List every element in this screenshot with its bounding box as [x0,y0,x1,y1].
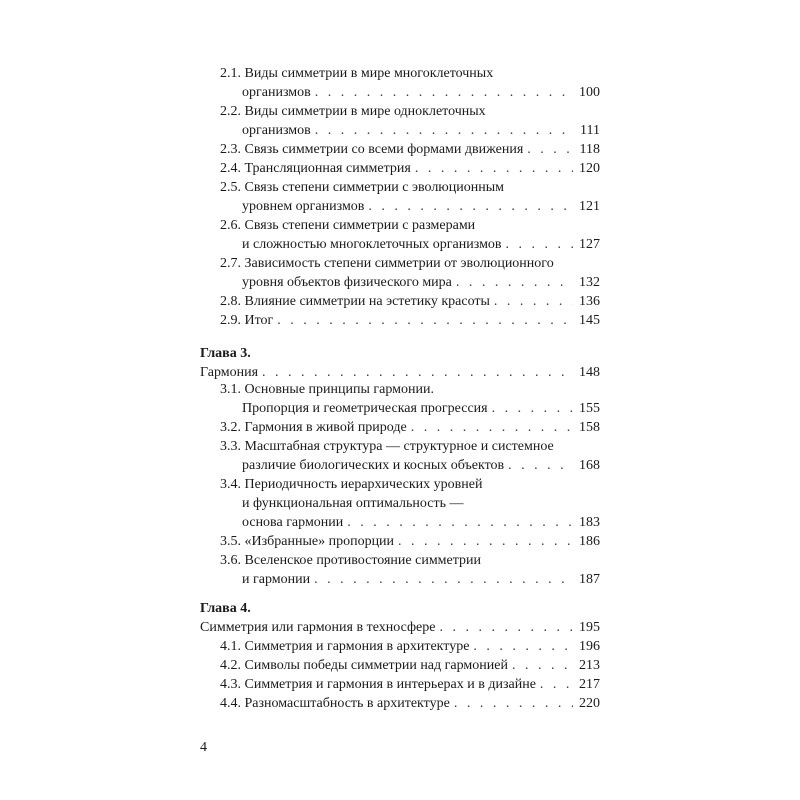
toc-page-number: 155 [579,401,600,416]
dot-leader [508,456,573,475]
toc-entry-2-6-line1 [220,216,600,235]
toc-page-number: 220 [579,696,600,711]
toc-entry-3-3 [242,456,600,475]
toc-page-number: 213 [579,658,600,673]
toc-page-number: 121 [579,199,600,214]
toc-entry-text: организмов [242,85,311,100]
toc-entry-text: различие биологических и косных объектов [242,458,505,473]
toc-entry-2-5 [242,197,600,216]
dot-leader [492,399,573,418]
dot-leader [315,83,573,102]
toc-entry-4-3 [220,675,600,694]
toc-entry-text: 4.2. Символы победы симметрии над гармонией [220,658,508,673]
toc-page-number: 100 [579,85,600,100]
dot-leader [512,656,573,675]
chapter-title-text: Гармония [200,365,259,380]
toc-entry-2-1 [242,83,600,102]
toc-entry-3-3-line1 [220,437,600,456]
toc-entry-text: 4.4. Разномасштабность в архитектуре [220,696,450,711]
toc-page-number: 158 [579,420,600,435]
toc-entry-3-2 [220,418,600,437]
toc-entry-2-7 [242,273,600,292]
toc-entry-2-7-line1 [220,254,600,273]
toc-page-number: 136 [579,294,600,309]
toc-entry-3-1-line1 [220,380,600,399]
chapter-4-heading: Глава 4. [200,601,251,616]
toc-page-number: 132 [579,275,600,290]
toc-entry-3-6-line1 [220,551,600,570]
toc-entry-text: 2.2. Виды симметрии в мире одноклеточных [220,104,486,119]
toc-entry-2-2-line1 [220,102,600,121]
toc-entry-3-4-line2 [242,494,600,513]
chapter-4-title [200,618,600,637]
toc-page-number: 111 [580,123,600,138]
toc-entry-text: 4.3. Симметрия и гармония в интерьерах и в дизайне [220,677,536,692]
toc-entry-text: 3.6. Вселенское противостояние симметрии [220,553,482,568]
toc-entry-4-2 [220,656,600,675]
toc-entry-text: 4.1. Симметрия и гармония в архитектуре [220,639,470,654]
toc-entry-text: и сложностью многоклеточных организмов [242,237,502,252]
toc-entry-3-6 [242,570,600,589]
toc-entry-text: 2.3. Связь симметрии со всеми формами движения [220,142,524,157]
toc-entry-3-4 [242,513,600,532]
toc-entry-2-5-line1 [220,178,600,197]
toc-entry-text: 3.4. Периодичность иерархических уровней [220,477,483,492]
toc-page-number: 118 [579,142,600,157]
chapter-title-text: Симметрия или гармония в техносфере [200,620,436,635]
dot-leader [494,292,573,311]
toc-page-number: 145 [579,313,600,328]
dot-leader [411,418,573,437]
toc-entry-text: уровнем организмов [242,199,365,214]
toc-page-number: 120 [579,161,600,176]
toc-entry-4-4 [220,694,600,713]
toc-entry-text: основа гармонии [242,515,344,530]
toc-entry-text: и гармонии [242,572,311,587]
dot-leader [315,121,574,140]
dot-leader [527,140,573,159]
toc-entry-text: 2.7. Зависимость степени симметрии от эволюционного [220,256,554,271]
toc-entry-text: 2.1. Виды симметрии в мире многоклеточных [220,66,494,81]
toc-page-number: 127 [579,237,600,252]
dot-leader [473,637,573,656]
toc-page-number: 195 [579,620,600,635]
dot-leader [439,618,573,637]
dot-leader [415,159,573,178]
toc-entry-text: 2.9. Итог [220,313,274,328]
toc-entry-text: 2.5. Связь степени симметрии с эволюционным [220,180,504,195]
toc-page-number: 183 [579,515,600,530]
toc-entry-text: и функциональная оптимальность — [242,496,464,511]
page-number: 4 [200,740,207,755]
toc-entry-text: уровня объектов физического мира [242,275,452,290]
dot-leader [277,311,573,330]
toc-entry-2-9 [220,311,600,330]
toc-entry-text: 3.1. Основные принципы гармонии. [220,382,434,397]
toc-page-number: 168 [579,458,600,473]
toc-entry-text: 2.6. Связь степени симметрии с размерами [220,218,476,233]
toc-entry-2-4 [220,159,600,178]
toc-entry-text: 3.5. «Избранные» пропорции [220,534,395,549]
toc-page-number: 217 [579,677,600,692]
dot-leader [540,675,573,694]
chapter-3-heading: Глава 3. [200,346,251,361]
toc-entry-text: 2.4. Трансляционная симметрия [220,161,411,176]
toc-entry-text: организмов [242,123,311,138]
toc-page-number: 196 [579,639,600,654]
dot-leader [506,235,573,254]
toc-entry-text: 3.3. Масштабная структура — структурное и системное [220,439,554,454]
toc-entry-2-6 [242,235,600,254]
toc-page-number: 186 [579,534,600,549]
dot-leader [454,694,573,713]
dot-leader [456,273,573,292]
toc-entry-text: 2.8. Влияние симметрии на эстетику красоты [220,294,490,309]
toc-entry-text: 3.2. Гармония в живой природе [220,420,407,435]
toc-entry-4-1 [220,637,600,656]
toc-entry-3-1 [242,399,600,418]
dot-leader [347,513,573,532]
toc-entry-3-4-line1 [220,475,600,494]
toc-page-number: 148 [579,365,600,380]
toc-entry-2-1-line1 [220,64,600,83]
toc-entry-3-5 [220,532,600,551]
dot-leader [314,570,573,589]
dot-leader [368,197,573,216]
toc-page-number: 187 [579,572,600,587]
toc-entry-2-2 [242,121,600,140]
toc-entry-2-8 [220,292,600,311]
toc-entry-2-3 [220,140,600,159]
dot-leader [398,532,573,551]
toc-entry-text: Пропорция и геометрическая прогрессия [242,401,488,416]
